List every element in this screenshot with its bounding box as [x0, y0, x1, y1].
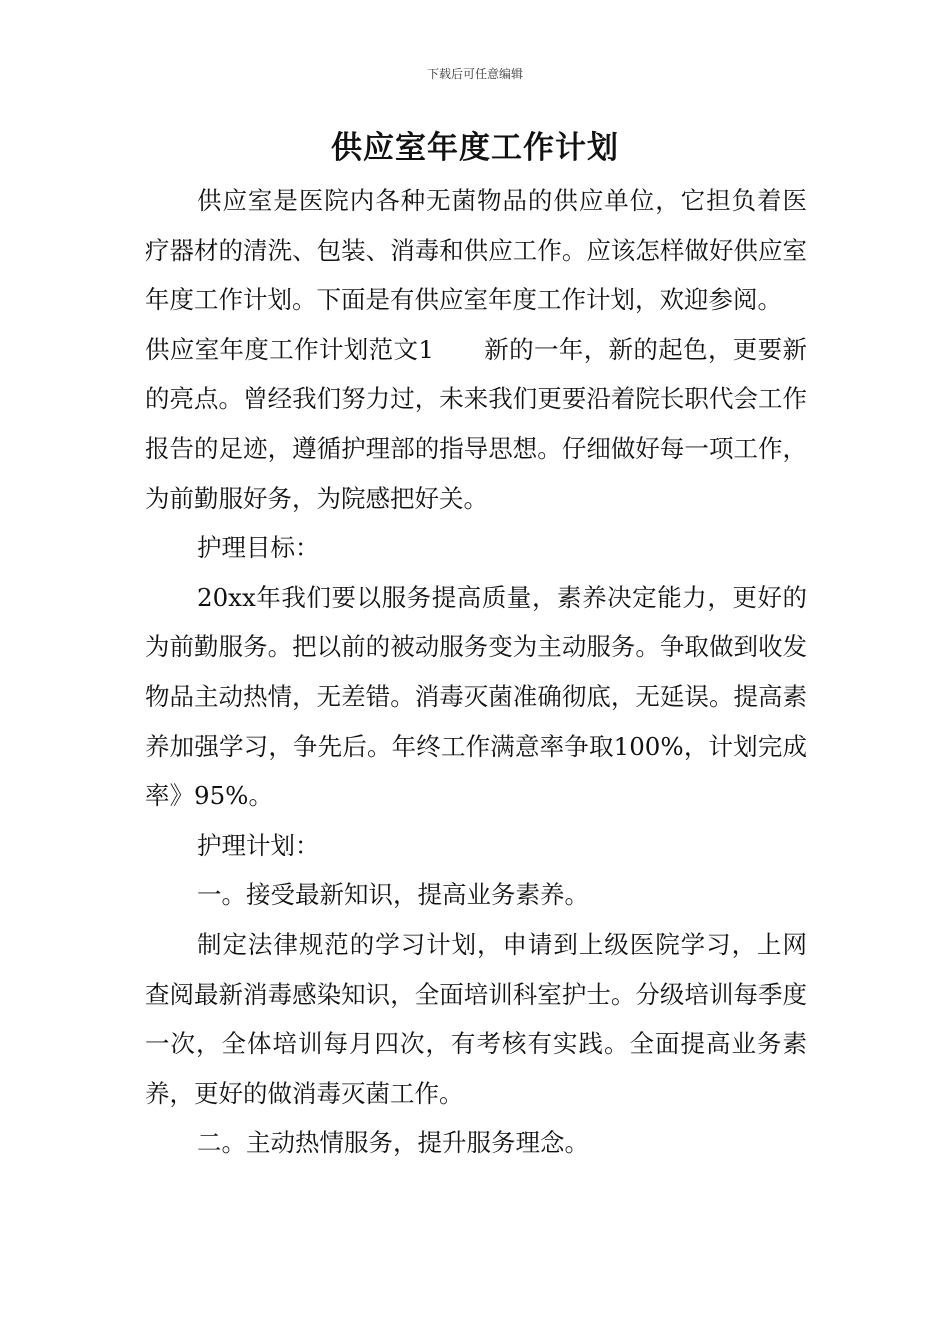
document-title: 供应室年度工作计划 — [331, 130, 619, 166]
paragraph-intro: 供应室是医院内各种无菌物品的供应单位，它担负着医疗器材的清洗、包装、消毒和供应工作。应该怎样做好供应室年度工作计划。下面是有供应室年度工作计划，欢迎参阅。 — [145, 186, 807, 315]
paragraph-plan-heading: 护理计划： — [197, 830, 320, 860]
paragraph-plan-item-2: 二。主动热情服务，提升服务理念。 — [197, 1128, 589, 1158]
document-body — [145, 176, 807, 1168]
paragraph-sample-1 — [145, 325, 807, 523]
header-note: 下载后可任意编辑 — [426, 67, 523, 81]
paragraph-goal-heading: 护理目标： — [197, 533, 320, 563]
paragraph-training: 制定法律规范的学习计划，申请到上级医院学习，上网查阅最新消毒感染知识，全面培训科室护士。分级培训每季度一次，全体培训每月四次，有考核有实践。全面提高业务素养，更好的做消毒灭菌工作。 — [145, 929, 807, 1108]
sample-text: 新的一年，新的起色，更要新的亮点。曾经我们努力过，未来我们更要沿着院长职代会工作报告的足迹，遵循护理部的指导思想。仔细做好每一项工作，为前勤服好务，为院感把好关。 — [145, 334, 808, 513]
paragraph-goals: 20xx年我们要以服务提高质量，素养决定能力，更好的为前勤服务。把以前的被动服务变为主动服务。争取做到收发物品主动热情，无差错。消毒灭菌准确彻底，无延误。提高素养加强学习，争先后。年终工作满意率争取100%，计划完成率》95%。 — [145, 582, 807, 811]
paragraph-plan-item-1: 一。接受最新知识，提高业务素养。 — [197, 880, 589, 910]
sample-heading: 供应室年度工作计划范文1 — [145, 334, 434, 364]
